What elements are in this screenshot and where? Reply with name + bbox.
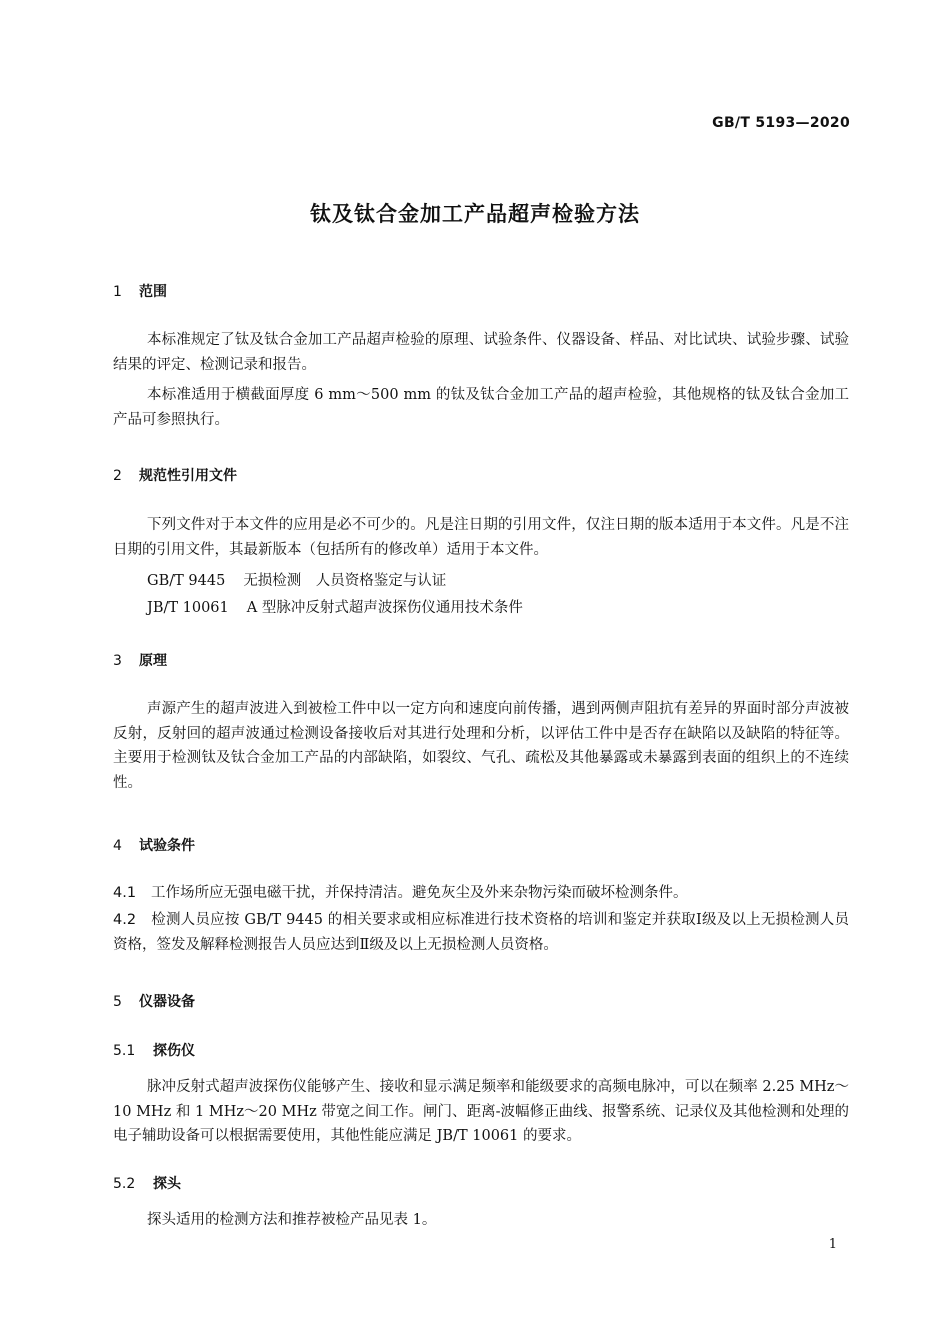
section-4-heading bbox=[113, 835, 195, 855]
section-5-heading bbox=[113, 991, 195, 1011]
subsection-5-1-paragraph: 脉冲反射式超声波探伤仪能够产生、接收和显示满足频率和能级要求的高频电脉冲，可以在频率 2.25 MHz～10 MHz 和 1 MHz～20 MHz 带宽之间工作。闸门、距离-波幅修正曲线、报警系统、记录仪及其他检测和处理的电子辅助设备可以根据需要使用，其他性能应满足 JB/T 10061 的要求。 bbox=[113, 1079, 849, 1144]
section-number: 1 bbox=[113, 284, 122, 300]
reference-title: 无损检测 人员资格鉴定与认证 bbox=[243, 573, 447, 589]
normative-reference bbox=[147, 596, 523, 617]
section-2-heading bbox=[113, 465, 237, 485]
subsection-number: 5.1 bbox=[113, 1043, 136, 1059]
normative-reference bbox=[147, 569, 446, 590]
page-number: 1 bbox=[828, 1237, 837, 1252]
standard-code: GB/T 5193—2020 bbox=[712, 115, 850, 131]
subsection-5-2-heading bbox=[113, 1173, 181, 1193]
subsection-5-2-paragraph: 探头适用的检测方法和推荐被检产品见表 1。 bbox=[147, 1212, 437, 1228]
subsection-title: 探头 bbox=[153, 1176, 181, 1192]
section-1-paragraph-1: 本标准规定了钛及钛合金加工产品超声检验的原理、试验条件、仪器设备、样品、对比试块、试验步骤、试验结果的评定、检测记录和报告。 bbox=[113, 332, 849, 373]
document-title: 钛及钛合金加工产品超声检验方法 bbox=[310, 202, 640, 226]
reference-title: A 型脉冲反射式超声波探伤仪通用技术条件 bbox=[246, 600, 523, 616]
clause-number: 4.1 bbox=[113, 885, 137, 901]
section-1-heading bbox=[113, 281, 167, 301]
section-number: 2 bbox=[113, 468, 122, 484]
section-number: 4 bbox=[113, 838, 122, 854]
section-number: 5 bbox=[113, 994, 122, 1010]
reference-code: GB/T 9445 bbox=[147, 573, 226, 589]
reference-code: JB/T 10061 bbox=[147, 600, 229, 616]
section-3-heading bbox=[113, 650, 167, 670]
section-number: 3 bbox=[113, 653, 122, 669]
clause-4-2 bbox=[113, 908, 849, 957]
subsection-number: 5.2 bbox=[113, 1176, 136, 1192]
section-title: 试验条件 bbox=[139, 838, 195, 854]
clause-text: 检测人员应按 GB/T 9445 的相关要求或相应标准进行技术资格的培训和鉴定并获取Ⅰ级及以上无损检测人员资格，签发及解释检测报告人员应达到Ⅱ级及以上无损检测人员资格。 bbox=[113, 912, 849, 953]
section-1-paragraph-2: 本标准适用于横截面厚度 6 mm～500 mm 的钛及钛合金加工产品的超声检验，其他规格的钛及钛合金加工产品可参照执行。 bbox=[113, 387, 849, 428]
section-2-paragraph-1: 下列文件对于本文件的应用是必不可少的。凡是注日期的引用文件，仅注日期的版本适用于本文件。凡是不注日期的引用文件，其最新版本（包括所有的修改单）适用于本文件。 bbox=[113, 517, 849, 558]
clause-number: 4.2 bbox=[113, 912, 137, 928]
subsection-5-1-heading bbox=[113, 1040, 195, 1060]
section-title: 仪器设备 bbox=[139, 994, 195, 1010]
section-title: 范围 bbox=[139, 284, 167, 300]
section-3-paragraph-1: 声源产生的超声波进入到被检工件中以一定方向和速度向前传播，遇到两侧声阻抗有差异的界面时部分声波被反射，反射回的超声波通过检测设备接收后对其进行处理和分析，以评估工件中是否存在缺陷以及缺陷的特征等。主要用于检测钛及钛合金加工产品的内部缺陷，如裂纹、气孔、疏松及其他暴露或未暴露到表面的组织上的不连续性。 bbox=[113, 701, 849, 791]
clause-text: 工作场所应无强电磁干扰，并保持清洁。避免灰尘及外来杂物污染而破坏检测条件。 bbox=[151, 885, 688, 901]
clause-4-1 bbox=[113, 881, 849, 906]
section-title: 原理 bbox=[139, 653, 167, 669]
subsection-title: 探伤仪 bbox=[153, 1043, 195, 1059]
section-title: 规范性引用文件 bbox=[139, 468, 237, 484]
